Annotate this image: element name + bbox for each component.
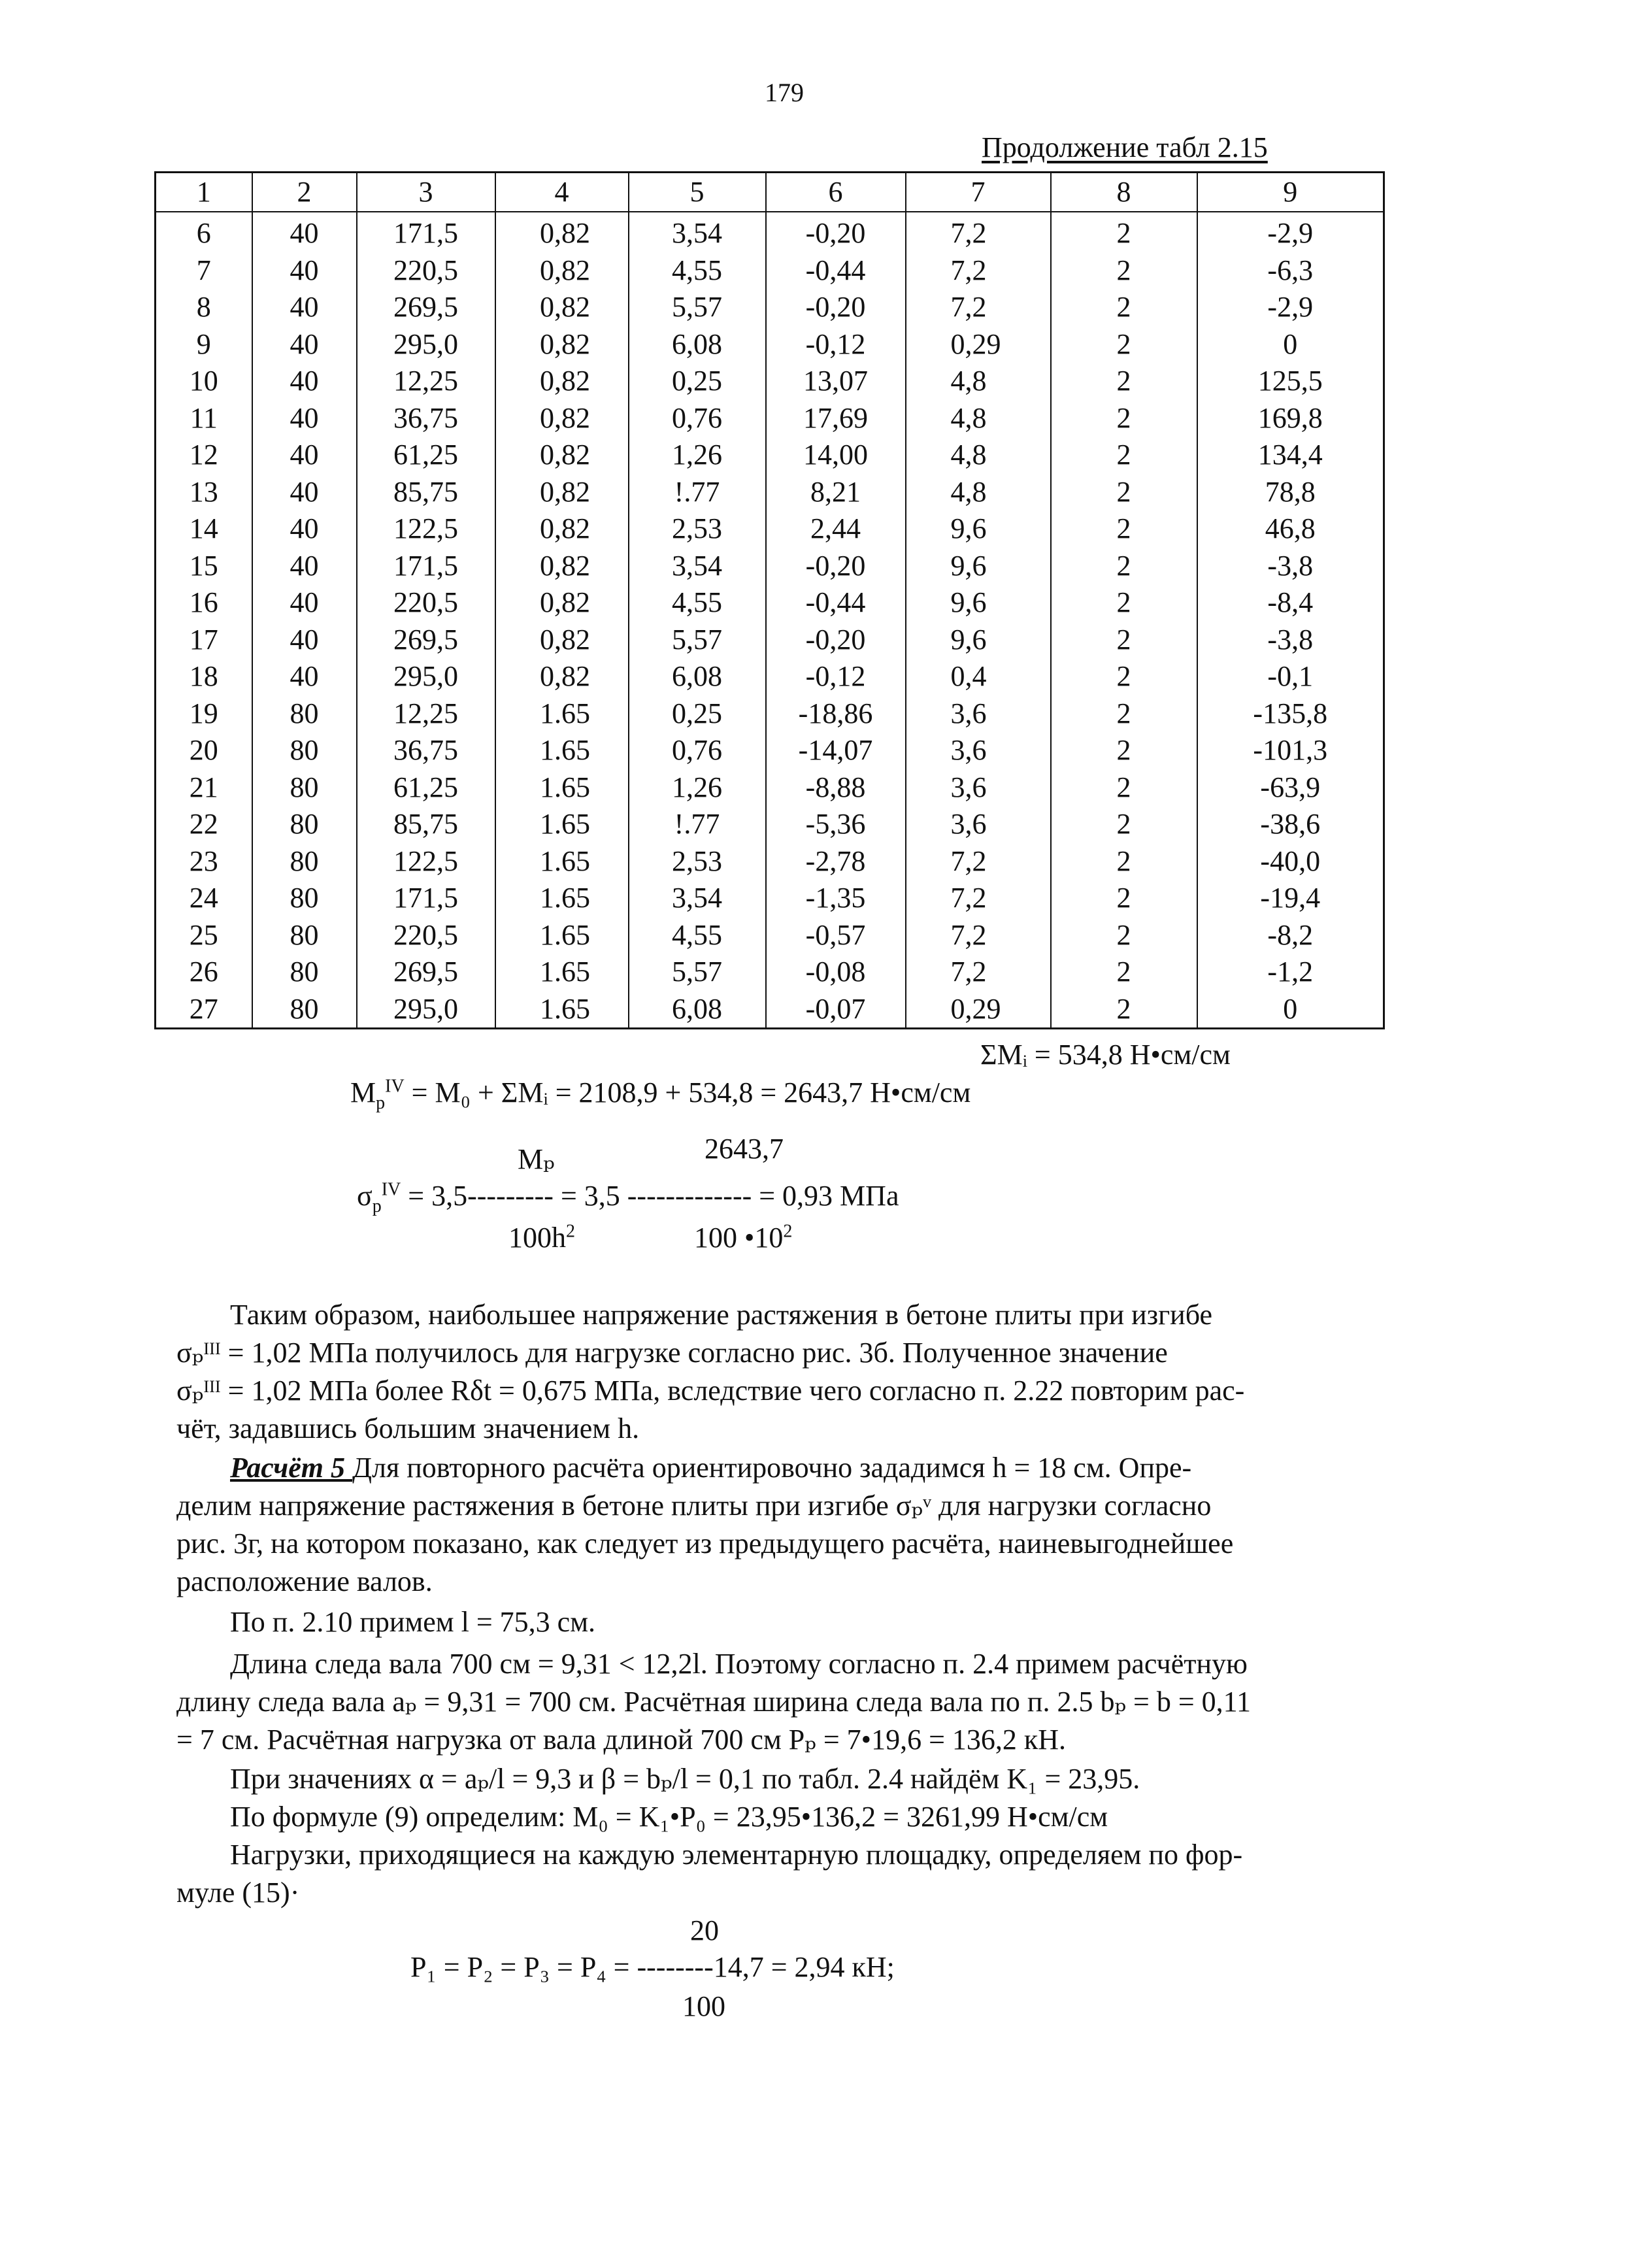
- sigma-den1: 100h: [508, 1222, 566, 1254]
- table-cell: 80: [252, 843, 357, 880]
- table-cell: 2: [1051, 400, 1197, 437]
- table-cell: 22: [156, 806, 252, 843]
- table-cell: 7: [156, 252, 252, 290]
- formula-p: P₁ = P₂ = P₃ = P₄ = --------14,7 = 2,94 кН;: [410, 1951, 895, 1983]
- table-cell: 4,8: [906, 474, 1051, 511]
- table-row: [156, 252, 1384, 290]
- table-cell: -0,1: [1197, 658, 1384, 695]
- sigma-lhs-sub: p: [372, 1195, 382, 1216]
- paragraph-2-line-1-text: Для повторного расчёта ориентировочно зададимся h = 18 см. Опре-: [352, 1452, 1192, 1484]
- table-row: [156, 622, 1384, 659]
- paragraph-2-line-1: [230, 1451, 1191, 1484]
- table-cell: 26: [156, 954, 252, 991]
- table-cell: 4,55: [629, 917, 766, 954]
- table-cell: 40: [252, 400, 357, 437]
- table-cell: 61,25: [357, 437, 495, 474]
- table-cell: 2: [1051, 289, 1197, 326]
- table-cell: 3,54: [629, 548, 766, 585]
- table-header-col-8: 8: [1051, 173, 1197, 212]
- table-cell: 23: [156, 843, 252, 880]
- table-cell: 9,6: [906, 510, 1051, 548]
- table-cell: -0,20: [766, 212, 906, 252]
- table-cell: 9: [156, 326, 252, 363]
- table-cell: 3,6: [906, 732, 1051, 769]
- paragraph-1-line-3: σₚᴵᴵᴵ = 1,02 МПа более Rδt = 0,675 МПа, вследствие чего согласно п. 2.22 повторим рас-: [176, 1375, 1245, 1407]
- table-cell: 0: [1197, 991, 1384, 1029]
- table-cell: 3,6: [906, 769, 1051, 807]
- table-cell: 8: [156, 289, 252, 326]
- table-row: [156, 917, 1384, 954]
- table-cell: 40: [252, 326, 357, 363]
- table-cell: 3,6: [906, 695, 1051, 733]
- table-cell: -0,44: [766, 252, 906, 290]
- table-cell: 2,44: [766, 510, 906, 548]
- table-cell: -2,9: [1197, 289, 1384, 326]
- table-cell: -0,20: [766, 622, 906, 659]
- table-cell: -3,8: [1197, 548, 1384, 585]
- table-row: [156, 954, 1384, 991]
- table-cell: 25: [156, 917, 252, 954]
- table-cell: 8,21: [766, 474, 906, 511]
- table-cell: -40,0: [1197, 843, 1384, 880]
- table-cell: 220,5: [357, 584, 495, 622]
- table-cell: 171,5: [357, 548, 495, 585]
- table-cell: -8,88: [766, 769, 906, 807]
- table-row: [156, 437, 1384, 474]
- table-cell: 1,26: [629, 437, 766, 474]
- table-cell: 40: [252, 212, 357, 252]
- table-cell: 46,8: [1197, 510, 1384, 548]
- table-cell: 6,08: [629, 326, 766, 363]
- table-cell: 40: [252, 252, 357, 290]
- table-cell: 1.65: [495, 806, 629, 843]
- table-cell: 2: [1051, 252, 1197, 290]
- table-cell: -3,8: [1197, 622, 1384, 659]
- table-cell: 13,07: [766, 363, 906, 400]
- table-cell: 2: [1051, 584, 1197, 622]
- table-header-col-1: 1: [156, 173, 252, 212]
- table-cell: 1.65: [495, 843, 629, 880]
- table-header-col-5: 5: [629, 173, 766, 212]
- table-cell: -8,4: [1197, 584, 1384, 622]
- table-cell: 269,5: [357, 289, 495, 326]
- table-row: [156, 212, 1384, 252]
- table-cell: 0,82: [495, 658, 629, 695]
- table-cell: 0,82: [495, 252, 629, 290]
- table-cell: -5,36: [766, 806, 906, 843]
- table-cell: 10: [156, 363, 252, 400]
- table-cell: 2: [1051, 843, 1197, 880]
- table-cell: 36,75: [357, 400, 495, 437]
- table-cell: 1.65: [495, 954, 629, 991]
- table-cell: 40: [252, 510, 357, 548]
- table-cell: 2,53: [629, 510, 766, 548]
- paragraph-5: При значениях α = aₚ/l = 9,3 и β = bₚ/l = 0,1 по табл. 2.4 найдём K₁ = 23,95.: [230, 1763, 1140, 1795]
- table-cell: 7,2: [906, 917, 1051, 954]
- table-cell: 122,5: [357, 510, 495, 548]
- table-cell: -0,07: [766, 991, 906, 1029]
- table-cell: 220,5: [357, 252, 495, 290]
- table-cell: 17,69: [766, 400, 906, 437]
- table-cell: 7,2: [906, 212, 1051, 252]
- table-cell: 269,5: [357, 622, 495, 659]
- formula-mp-lhs: M: [350, 1076, 376, 1109]
- table-cell: 14: [156, 510, 252, 548]
- table-cell: -2,78: [766, 843, 906, 880]
- table-cell: 0,82: [495, 474, 629, 511]
- table-header-col-4: 4: [495, 173, 629, 212]
- table-cell: 1.65: [495, 695, 629, 733]
- table-cell: -1,35: [766, 880, 906, 917]
- table-cell: 80: [252, 880, 357, 917]
- calc-5-label: Расчёт 5: [230, 1452, 352, 1484]
- paragraph-6: По формуле (9) определим: M₀ = K₁•P₀ = 23,95•136,2 = 3261,99 Н•см/см: [230, 1801, 1108, 1833]
- formula-mp-sub: p: [376, 1092, 386, 1113]
- table-cell: 0,82: [495, 622, 629, 659]
- table-cell: 9,6: [906, 584, 1051, 622]
- table-cell: 0,82: [495, 510, 629, 548]
- table-cell: 0,29: [906, 991, 1051, 1029]
- table-cell: 61,25: [357, 769, 495, 807]
- table-cell: 6,08: [629, 991, 766, 1029]
- paragraph-1-line-2: σₚᴵᴵᴵ = 1,02 МПа получилось для нагрузке согласно рис. 3б. Полученное значение: [176, 1337, 1168, 1369]
- data-table: [154, 171, 1385, 1029]
- table-cell: 0,82: [495, 363, 629, 400]
- table-cell: -63,9: [1197, 769, 1384, 807]
- table-cell: 7,2: [906, 880, 1051, 917]
- sigma-middle: = 3,5--------- = 3,5 ------------- = 0,93 МПа: [401, 1180, 899, 1212]
- table-cell: -0,12: [766, 326, 906, 363]
- formula-mp-rhs: = M₀ + ΣMᵢ = 2108,9 + 534,8 = 2643,7 Н•см/см: [404, 1076, 971, 1109]
- table-cell: 2,53: [629, 843, 766, 880]
- table-row: [156, 326, 1384, 363]
- table-cell: 40: [252, 437, 357, 474]
- table-cell: -8,2: [1197, 917, 1384, 954]
- table-cell: 2: [1051, 880, 1197, 917]
- table-cell: 7,2: [906, 289, 1051, 326]
- table-cell: 13: [156, 474, 252, 511]
- table-cell: 2: [1051, 212, 1197, 252]
- table-row: [156, 510, 1384, 548]
- table-cell: 80: [252, 991, 357, 1029]
- table-cell: -2,9: [1197, 212, 1384, 252]
- table-header-col-7: 7: [906, 173, 1051, 212]
- table-cell: -0,57: [766, 917, 906, 954]
- table-cell: 2: [1051, 437, 1197, 474]
- formula-sigma: [357, 1179, 899, 1216]
- table-cell: 12: [156, 437, 252, 474]
- table-cell: 125,5: [1197, 363, 1384, 400]
- table-cell: 6,08: [629, 658, 766, 695]
- table-cell: 16: [156, 584, 252, 622]
- table-cell: 122,5: [357, 843, 495, 880]
- table-cell: 2: [1051, 622, 1197, 659]
- table-header-col-3: 3: [357, 173, 495, 212]
- table-cell: 40: [252, 289, 357, 326]
- table-cell: 80: [252, 769, 357, 807]
- table-row: [156, 806, 1384, 843]
- table-cell: -38,6: [1197, 806, 1384, 843]
- table-cell: 2: [1051, 917, 1197, 954]
- table-cell: 0: [1197, 326, 1384, 363]
- table-body: [156, 212, 1384, 1029]
- table-cell: !.77: [629, 806, 766, 843]
- table-cell: 80: [252, 954, 357, 991]
- formula-mp: [350, 1076, 971, 1113]
- table-cell: 0,4: [906, 658, 1051, 695]
- table-cell: 2: [1051, 732, 1197, 769]
- paragraph-7-line-1: Нагрузки, приходящиеся на каждую элементарную площадку, определяем по фор-: [230, 1839, 1243, 1871]
- table-cell: 1,26: [629, 769, 766, 807]
- sigma-denominator-1: [508, 1221, 575, 1254]
- table-cell: 0,82: [495, 212, 629, 252]
- table-cell: 20: [156, 732, 252, 769]
- table-row: [156, 769, 1384, 807]
- table-cell: 4,8: [906, 363, 1051, 400]
- table-cell: 4,55: [629, 252, 766, 290]
- table-cell: 0,82: [495, 548, 629, 585]
- formula-mp-sup: IV: [385, 1076, 405, 1097]
- table-cell: 134,4: [1197, 437, 1384, 474]
- table-cell: -14,07: [766, 732, 906, 769]
- table-row: [156, 584, 1384, 622]
- table-cell: 2: [1051, 474, 1197, 511]
- table-row: [156, 880, 1384, 917]
- sigma-den2-sup: 2: [783, 1221, 793, 1242]
- table-cell: 3,54: [629, 880, 766, 917]
- table-cell: -0,44: [766, 584, 906, 622]
- table-cell: 0,82: [495, 584, 629, 622]
- table-cell: 169,8: [1197, 400, 1384, 437]
- table-cell: 17: [156, 622, 252, 659]
- table-cell: 171,5: [357, 880, 495, 917]
- table-cell: 9,6: [906, 622, 1051, 659]
- table-row: [156, 289, 1384, 326]
- table-row: [156, 658, 1384, 695]
- paragraph-1-line-1: Таким образом, наибольшее напряжение растяжения в бетоне плиты при изгибе: [230, 1299, 1213, 1331]
- table-row: [156, 474, 1384, 511]
- table-cell: 7,2: [906, 252, 1051, 290]
- table-cell: 24: [156, 880, 252, 917]
- table-cell: 2: [1051, 363, 1197, 400]
- table-cell: 80: [252, 806, 357, 843]
- table-cell: 0,82: [495, 437, 629, 474]
- table-row: [156, 732, 1384, 769]
- table-cell: 2: [1051, 326, 1197, 363]
- table-row: [156, 991, 1384, 1029]
- table-cell: 2: [1051, 548, 1197, 585]
- table-cell: 85,75: [357, 806, 495, 843]
- table-header-row: [156, 173, 1384, 212]
- table-cell: 15: [156, 548, 252, 585]
- table-row: [156, 843, 1384, 880]
- table-cell: 40: [252, 474, 357, 511]
- table-cell: 4,8: [906, 400, 1051, 437]
- formula-p-denominator: 100: [682, 1990, 725, 2022]
- table-cell: 2: [1051, 806, 1197, 843]
- paragraph-4-line-1: Длина следа вала 700 см = 9,31 < 12,2l. Поэтому согласно п. 2.4 примем расчётную: [230, 1648, 1248, 1680]
- table-cell: -0,08: [766, 954, 906, 991]
- table-cell: 14,00: [766, 437, 906, 474]
- paragraph-2-line-2: делим напряжение растяжения в бетоне плиты при изгибе σₚᵛ для нагрузки согласно: [176, 1490, 1212, 1522]
- table-cell: 6: [156, 212, 252, 252]
- table-cell: -0,20: [766, 548, 906, 585]
- table-cell: 2: [1051, 510, 1197, 548]
- table-cell: 2: [1051, 769, 1197, 807]
- table-cell: -0,12: [766, 658, 906, 695]
- table-cell: 78,8: [1197, 474, 1384, 511]
- paragraph-3: По п. 2.10 примем l = 75,3 см.: [230, 1606, 596, 1638]
- table-cell: 9,6: [906, 548, 1051, 585]
- table-cell: !.77: [629, 474, 766, 511]
- table-cell: 21: [156, 769, 252, 807]
- table-cell: 7,2: [906, 954, 1051, 991]
- table-row: [156, 363, 1384, 400]
- table-cell: 4,8: [906, 437, 1051, 474]
- table-cell: 1.65: [495, 732, 629, 769]
- sigma-denominator-2: [694, 1221, 792, 1254]
- table-cell: 18: [156, 658, 252, 695]
- paragraph-2-line-3: рис. 3г, на котором показано, как следует из предыдущего расчёта, наиневыгоднейшее: [176, 1527, 1234, 1559]
- sigma-den1-sup: 2: [566, 1221, 575, 1242]
- table-cell: 1.65: [495, 880, 629, 917]
- table-cell: -0,20: [766, 289, 906, 326]
- table-cell: 12,25: [357, 363, 495, 400]
- table-cell: -1,2: [1197, 954, 1384, 991]
- table-cell: 36,75: [357, 732, 495, 769]
- table-cell: 40: [252, 622, 357, 659]
- table-cell: -135,8: [1197, 695, 1384, 733]
- table-cell: 269,5: [357, 954, 495, 991]
- table-cell: 80: [252, 732, 357, 769]
- table-row: [156, 695, 1384, 733]
- table-cell: 5,57: [629, 289, 766, 326]
- table-cell: 3,54: [629, 212, 766, 252]
- table-cell: 40: [252, 658, 357, 695]
- sigma-lhs-sup: IV: [381, 1179, 401, 1200]
- page-number: 179: [765, 78, 804, 107]
- table-caption: Продолжение табл 2.15: [982, 131, 1268, 163]
- table-cell: 2: [1051, 991, 1197, 1029]
- sigma-numerator-1: Mₚ: [518, 1143, 555, 1175]
- sigma-den2: 100 •10: [694, 1222, 784, 1254]
- table-cell: 40: [252, 548, 357, 585]
- table-cell: 0,82: [495, 400, 629, 437]
- sigma-numerator-2: 2643,7: [705, 1133, 784, 1165]
- table-cell: 12,25: [357, 695, 495, 733]
- table-cell: 80: [252, 695, 357, 733]
- table-cell: 5,57: [629, 622, 766, 659]
- table-cell: 80: [252, 917, 357, 954]
- paragraph-4-line-3: = 7 см. Расчётная нагрузка от вала длиной 700 см Pₚ = 7•19,6 = 136,2 кН.: [176, 1724, 1067, 1756]
- table-cell: 2: [1051, 954, 1197, 991]
- table-cell: 220,5: [357, 917, 495, 954]
- table-cell: 0,82: [495, 326, 629, 363]
- table-cell: 85,75: [357, 474, 495, 511]
- table-cell: -6,3: [1197, 252, 1384, 290]
- table-cell: 295,0: [357, 991, 495, 1029]
- sigma-lhs: σ: [357, 1180, 373, 1212]
- table-row: [156, 400, 1384, 437]
- table-header-col-2: 2: [252, 173, 357, 212]
- paragraph-1-line-4: чёт, задавшись большим значением h.: [176, 1412, 640, 1444]
- table-cell: 40: [252, 363, 357, 400]
- paragraph-4-line-2: длину следа вала aₚ = 9,31 = 700 см. Расчётная ширина следа вала по п. 2.5 bₚ = b = 0,11: [176, 1686, 1252, 1718]
- table-cell: 1.65: [495, 769, 629, 807]
- paragraph-7-line-2: муле (15)·: [176, 1876, 300, 1909]
- table-cell: 0,76: [629, 400, 766, 437]
- table-cell: 3,6: [906, 806, 1051, 843]
- table-cell: 1.65: [495, 991, 629, 1029]
- table-row: [156, 548, 1384, 585]
- sum-moments-line: ΣMᵢ = 534,8 Н•см/см: [980, 1039, 1231, 1071]
- table-cell: -19,4: [1197, 880, 1384, 917]
- table-cell: 0,25: [629, 363, 766, 400]
- table-cell: 27: [156, 991, 252, 1029]
- formula-p-numerator: 20: [690, 1914, 719, 1946]
- table-cell: 2: [1051, 658, 1197, 695]
- table-cell: 295,0: [357, 658, 495, 695]
- table-cell: 2: [1051, 695, 1197, 733]
- table-cell: -18,86: [766, 695, 906, 733]
- table-cell: 0,82: [495, 289, 629, 326]
- table-cell: 19: [156, 695, 252, 733]
- table-cell: 4,55: [629, 584, 766, 622]
- table-cell: 295,0: [357, 326, 495, 363]
- table-header-col-6: 6: [766, 173, 906, 212]
- table-cell: 11: [156, 400, 252, 437]
- table-header-col-9: 9: [1197, 173, 1384, 212]
- table-cell: -101,3: [1197, 732, 1384, 769]
- table-cell: 171,5: [357, 212, 495, 252]
- paragraph-2-line-4: расположение валов.: [176, 1565, 433, 1597]
- table-cell: 0,29: [906, 326, 1051, 363]
- table-cell: 5,57: [629, 954, 766, 991]
- table-cell: 7,2: [906, 843, 1051, 880]
- table-cell: 0,76: [629, 732, 766, 769]
- table-cell: 1.65: [495, 917, 629, 954]
- table-cell: 0,25: [629, 695, 766, 733]
- table-cell: 40: [252, 584, 357, 622]
